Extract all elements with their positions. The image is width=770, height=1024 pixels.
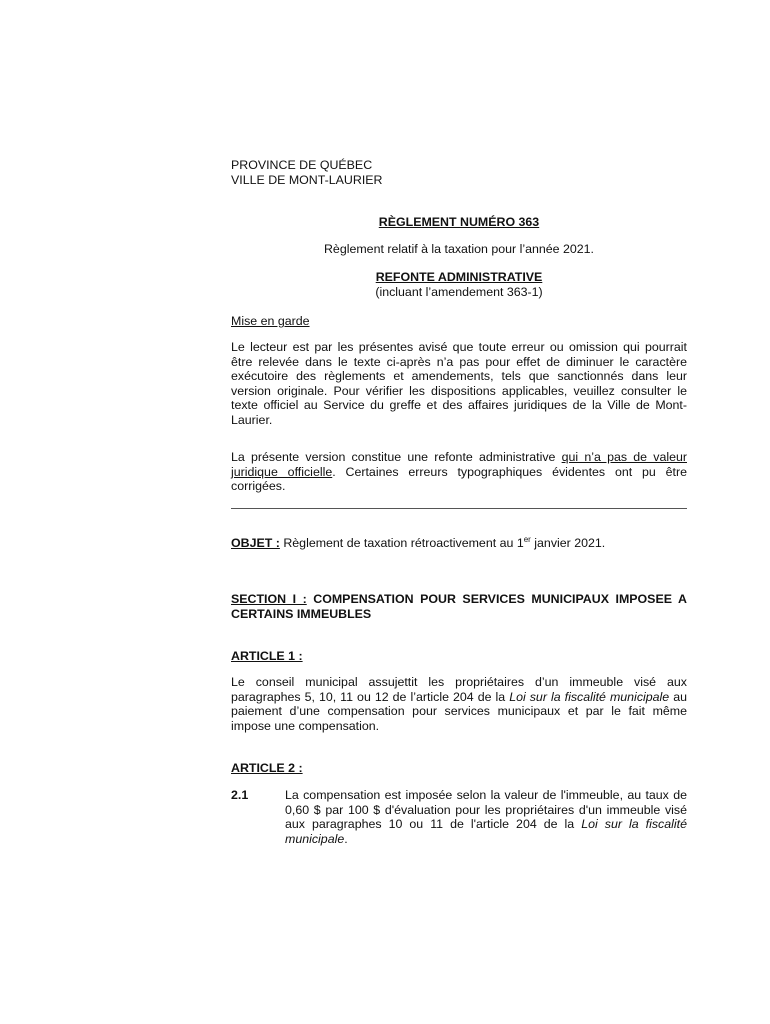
header-block	[231, 158, 687, 187]
item-text: La compensation est imposée selon la valeur de l'immeuble, au taux de 0,60 $ par 100 $ d'évaluation pour les propriétaires d'un immeuble visé aux paragraphes 10 ou 11 de l'article 204 de la Loi sur la fiscalité municipale.	[285, 788, 687, 846]
law-title: Loi sur la fiscalité municipale	[285, 817, 687, 846]
section-1-title: COMPENSATION POUR SERVICES MUNICIPAUX IMPOSEE A CERTAINS IMMEUBLES	[231, 592, 687, 621]
article-2-item	[231, 788, 687, 846]
article-1-paragraph: Le conseil municipal assujettit les propriétaires d’un immeuble visé aux paragraphes 5, 10, 11 ou 12 de l’article 204 de la Loi sur la fiscalité municipale au paiement d’une compensation pour services municipaux et par le fait même impose une compensation.	[231, 675, 688, 733]
separator-line	[231, 508, 687, 509]
article-1-heading: ARTICLE 1 :	[231, 649, 303, 663]
reglement-title: RÈGLEMENT NUMÉRO 363	[378, 215, 540, 229]
section-1-label: SECTION I :	[231, 592, 307, 606]
article-2-heading: ARTICLE 2 :	[231, 761, 303, 775]
warning-heading: Mise en garde	[231, 314, 310, 328]
amendement-note: (incluant l’amendement 363-1)	[375, 284, 543, 299]
objet-label: OBJET :	[231, 536, 280, 550]
section-1-heading	[231, 592, 687, 621]
reglement-subtitle: Règlement relatif à la taxation pour l’année 2021.	[323, 242, 595, 256]
item-number: 2.1	[231, 788, 249, 802]
law-title: Loi sur la fiscalité municipale	[509, 689, 670, 704]
refonte-title: REFONTE ADMINISTRATIVE	[375, 270, 543, 284]
no-legal-value-text: qui n’a pas de valeur juridique officielle	[231, 450, 687, 479]
objet-paragraph: OBJET : Règlement de taxation rétroactivement au 1er janvier 2021.	[231, 535, 606, 550]
refonte-block	[231, 270, 687, 299]
province-line: PROVINCE DE QUÉBEC	[231, 158, 373, 172]
warning-paragraph-1: Le lecteur est par les présentes avisé que toute erreur ou omission qui pourrait être relevée dans le texte ci-après n’a pas pour effet de diminuer le caractère exécutoire des règlements et amendements, tels que sanctionnés dans leur version originale. Pour vérifier les dispositions applicables, veuillez consulter le texte officiel au Service du greffe et des affaires juridiques de la Ville de Mont-Laurier.	[231, 340, 687, 427]
ville-line: VILLE DE MONT-LAURIER	[231, 172, 383, 187]
warning-paragraph-2: La présente version constitue une refonte administrative qui n’a pas de valeur juridique officielle. Certaines erreurs typographiques évidentes ont pu être corrigées.	[231, 450, 687, 494]
